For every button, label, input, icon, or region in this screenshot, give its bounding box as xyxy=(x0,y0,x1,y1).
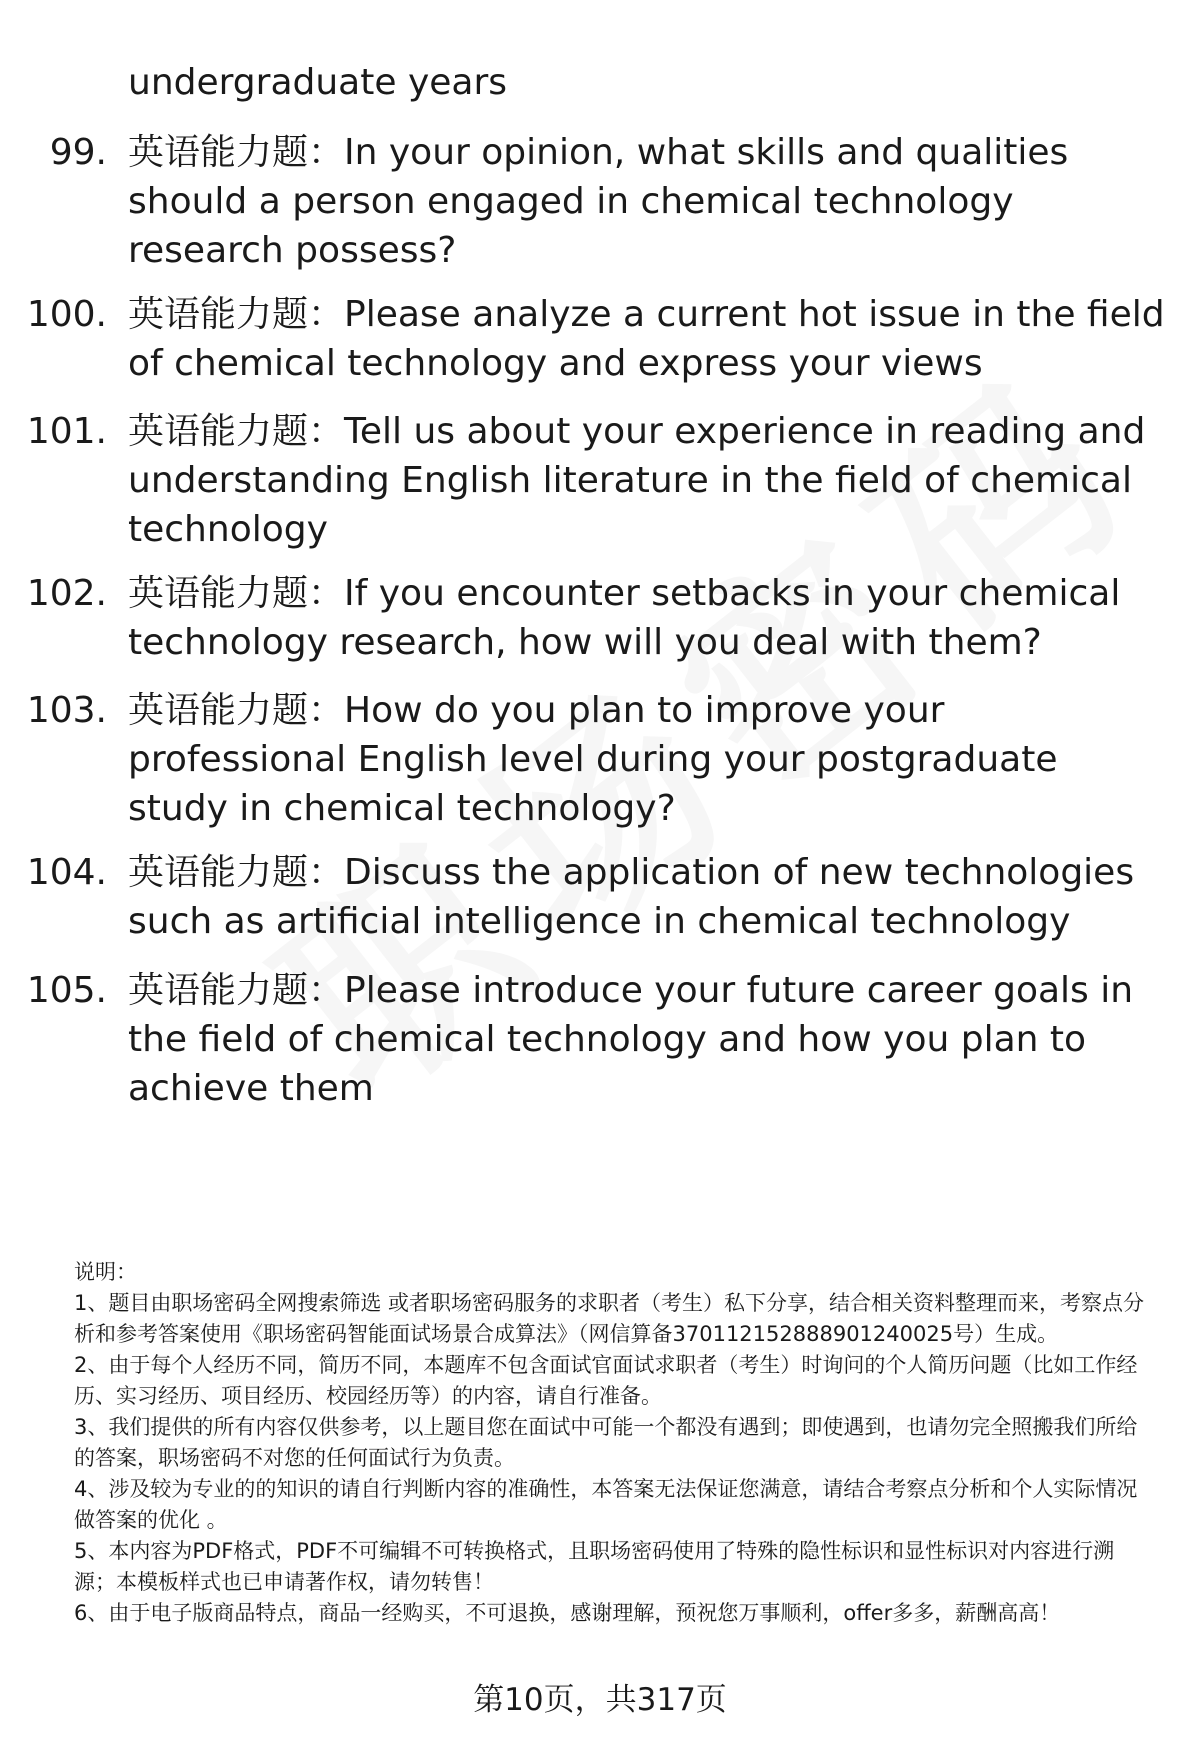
question-number: 100. xyxy=(26,294,107,335)
question-number: 101. xyxy=(26,411,107,452)
question-number: 99. xyxy=(49,132,107,173)
question-text: 英语能力题：If you encounter setbacks in your chemical technology research, how will you deal with them? xyxy=(128,573,1121,663)
notes-title: 说明： xyxy=(74,1260,137,1284)
note-item: 5、本内容为PDF格式，PDF不可编辑不可转换格式，且职场密码使用了特殊的隐性标识和显性标识对内容进行溯源；本模板样式也已申请著作权，请勿转售！ xyxy=(74,1539,1115,1594)
question-text: 英语能力题：Tell us about your experience in reading and understanding English literature in the field of chemical technology xyxy=(128,411,1146,550)
question-text: 英语能力题：Discuss the application of new technologies such as artificial intelligence in chemical technology xyxy=(128,852,1135,942)
notes-section xyxy=(74,1257,1154,1629)
question-text: 英语能力题：In your opinion, what skills and qualities should a person engaged in chemical technology research possess? xyxy=(128,132,1069,271)
note-item: 6、由于电子版商品特点，商品一经购买，不可退换，感谢理解，预祝您万事顺利，offer多多，薪酬高高！ xyxy=(74,1601,1061,1625)
question-text: 英语能力题：Please analyze a current hot issue in the field of chemical technology and express your views xyxy=(128,294,1165,384)
question-number: 103. xyxy=(26,690,107,731)
note-item: 2、由于每个人经历不同，简历不同，本题库不包含面试官面试求职者（考生）时询问的个人简历问题（比如工作经历、实习经历、项目经历、校园经历等）的内容，请自行准备。 xyxy=(74,1353,1138,1408)
continuation-text: undergraduate years xyxy=(128,62,508,103)
note-item: 3、我们提供的所有内容仅供参考，以上题目您在面试中可能一个都没有遇到；即使遇到，也请勿完全照搬我们所给的答案，职场密码不对您的任何面试行为负责。 xyxy=(74,1415,1138,1470)
question-number: 105. xyxy=(26,970,107,1011)
note-item: 1、题目由职场密码全网搜索筛选 或者职场密码服务的求职者（考生）私下分享，结合相关资料整理而来，考察点分析和参考答案使用《职场密码智能面试场景合成算法》（网信算备370112152888901240025号）生成。 xyxy=(74,1291,1145,1346)
page-number-footer: 第10页，共317页 xyxy=(473,1682,727,1718)
question-text: 英语能力题：Please introduce your future career goals in the field of chemical technology and how you plan to achieve them xyxy=(128,970,1134,1109)
question-number: 104. xyxy=(26,852,107,893)
note-item: 4、涉及较为专业的的知识的请自行判断内容的准确性，本答案无法保证您满意，请结合考察点分析和个人实际情况做答案的优化 。 xyxy=(74,1477,1138,1532)
question-number: 102. xyxy=(26,573,107,614)
question-text: 英语能力题：How do you plan to improve your professional English level during your postgraduate study in chemical technology? xyxy=(128,690,1058,829)
